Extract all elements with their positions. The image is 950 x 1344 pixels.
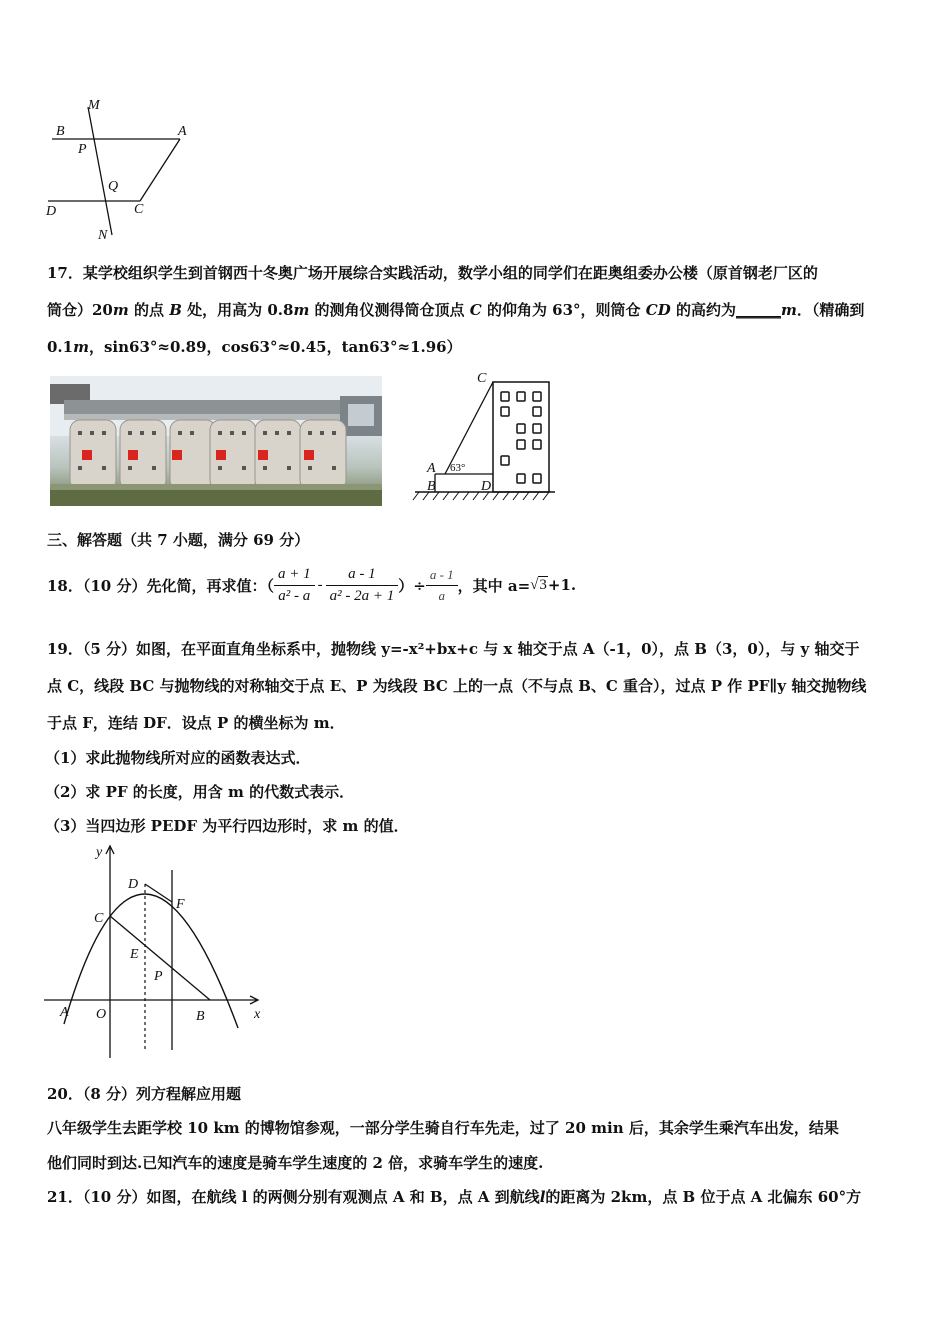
label-Q: Q	[108, 179, 119, 194]
label-D: D	[46, 204, 57, 219]
label-F: F	[176, 897, 185, 912]
label-E: E	[130, 947, 139, 962]
label-A: A	[427, 461, 436, 476]
answer-blank: ______	[735, 301, 781, 319]
figure-q17-silo-diagram	[405, 366, 565, 506]
q20-line1: 20．（8 分）列方程解应用题	[47, 1085, 242, 1103]
angle-label: 63°	[450, 462, 466, 474]
label-B: B	[196, 1009, 205, 1024]
fraction-1: $\frac{a + 1}{\text{a² - a}}$	[274, 566, 315, 605]
q20-line3: 他们同时到达.已知汽车的速度是骑车学生速度的 2 倍，求骑车学生的速度.	[47, 1154, 544, 1172]
figure-q16-parallel-lines	[40, 95, 200, 245]
label-P: P	[154, 969, 163, 984]
figure-q19-parabola	[40, 840, 270, 1062]
q19-sub3: （3）当四边形 PEDF 为平行四边形时，求 m 的值．	[45, 817, 409, 835]
label-C: C	[134, 202, 144, 217]
label-O: O	[96, 1007, 107, 1022]
label-C: C	[477, 371, 487, 386]
q21-line1: 21．（10 分）如图，在航线 l 的两侧分别有观测点 A 和 B，点 A 到航线l的距离为 2km，点 B 位于点 A 北偏东 60°方	[47, 1188, 862, 1206]
label-C: C	[94, 911, 104, 926]
axis-y: y	[96, 845, 103, 860]
label-A: A	[178, 124, 187, 139]
fraction-3: $\frac{a - 1}{a}$	[426, 567, 458, 604]
q19-sub2: （2）求 PF 的长度，用含 m 的代数式表示．	[45, 783, 355, 801]
label-A: A	[60, 1005, 69, 1020]
axis-x: x	[254, 1007, 261, 1022]
label-B: B	[427, 479, 436, 494]
silo-photo	[50, 376, 382, 506]
q19-line2: 点 C，线段 BC 与抛物线的对称轴交于点 E、P 为线段 BC 上的一点（不与点 B、C 重合），过点 P 作 PF∥y 轴交抛物线	[47, 677, 867, 695]
label-P: P	[78, 142, 87, 157]
q17-line2: 筒仓）20m 的点 B 处，用高为 0.8m 的测角仪测得筒仓顶点 C 的仰角为 63°，则筒仓 CD 的高约为______m．（精确到	[47, 301, 865, 319]
label-M: M	[88, 98, 100, 113]
sqrt-3: √3	[530, 576, 547, 593]
q19-sub1: （1）求此抛物线所对应的函数表达式．	[45, 749, 311, 767]
section-title: 三、解答题（共 7 小题，满分 69 分）	[47, 531, 310, 549]
fraction-2: $\frac{a - 1}{\text{a² - 2a + 1}}$	[326, 566, 399, 605]
label-B: B	[56, 124, 65, 139]
label-D: D	[128, 877, 139, 892]
q18-line: 18．（10 分）先化简，再求值：（ $\frac{a + 1}{\text{a² - a}}$ - $\frac{a - 1}{\text{a² - 2a + 1}}$ ）÷ $\frac{a - 1}{a}$ ，其中 a= √3 +1.	[47, 565, 577, 604]
q17-line3: 0.1m，sin63°≈0.89，cos63°≈0.45，tan63°≈1.96）	[47, 338, 462, 356]
label-D: D	[481, 479, 492, 494]
label-N: N	[98, 228, 108, 243]
q19-line1: 19．（5 分）如图，在平面直角坐标系中，抛物线 y=-x²+bx+c 与 x 轴交于点 A（-1，0），点 B（3，0），与 y 轴交于	[47, 640, 860, 658]
q19-line3: 于点 F，连结 DF．设点 P 的横坐标为 m．	[47, 714, 345, 732]
q20-line2: 八年级学生去距学校 10 km 的博物馆参观，一部分学生骑自行车先走，过了 20 min 后，其余学生乘汽车出发，结果	[47, 1119, 839, 1137]
q17-line1: 17．某学校组织学生到首钢西十冬奥广场开展综合实践活动，数学小组的同学们在距奥组委办公楼（原首钢老厂区的	[47, 264, 818, 282]
